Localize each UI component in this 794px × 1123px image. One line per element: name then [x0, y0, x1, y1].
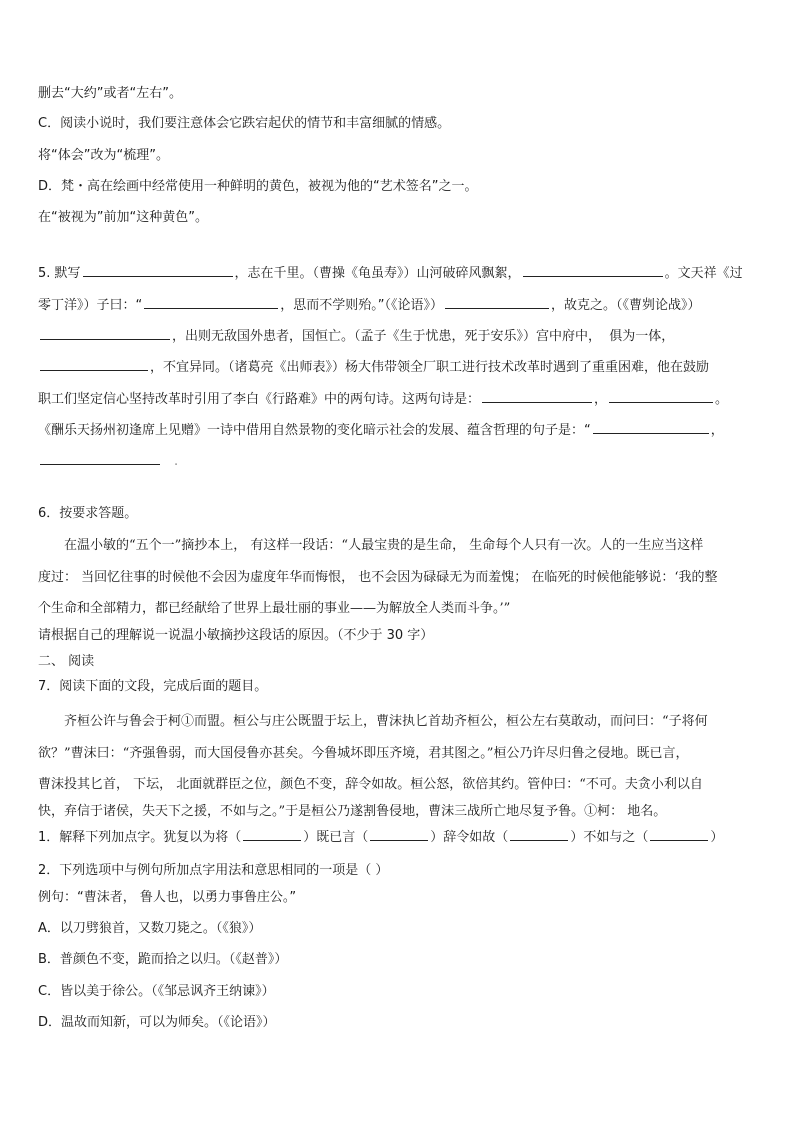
q7-text: ）既已言（ — [303, 830, 369, 845]
answer-blank[interactable] — [40, 325, 170, 340]
q4-option-c: C．阅读小说时，我们要注意体会它跌宕起伏的情节和丰富细腻的情感。 — [38, 116, 451, 131]
answer-blank[interactable] — [609, 388, 713, 403]
q4-d-note: 在“被视为”前加“这种黄色”。 — [38, 210, 208, 225]
q7-passage-line-2: 欲？”曹沫曰：“齐强鲁弱，而大国侵鲁亦甚矣。今鲁城坏即压齐境，君其图之。”桓公乃许尽归鲁之侵地。既已言， — [38, 746, 689, 761]
q5-text: ，不宜异同。（诸葛亮《出师表》）杨大伟带领全厂职工进行技术改革时遇到了重重困难，他在鼓励 — [150, 360, 710, 375]
q7-text: ）辞令如故（ — [430, 830, 509, 845]
q4-a-note: 删去“大约”或者“左右”。 — [38, 86, 182, 101]
q5-line-3 — [38, 325, 760, 347]
answer-blank[interactable] — [482, 388, 592, 403]
answer-blank[interactable] — [523, 262, 663, 277]
q7-passage-line-4: 快，弃信于诸侯，失天下之援，不如与之。”于是桓公乃遂割鲁侵地，曹沫三战所亡地尽复予鲁。①柯： 地名。 — [38, 804, 667, 819]
q5-number: 5. 默写 — [38, 266, 81, 281]
q5-text: ，出则无敌国外患者，国恒亡。（孟子《生于忧患，死于安乐》）宫中府中， 俱为一体， — [172, 329, 675, 344]
q6-title: 6．按要求答题。 — [38, 506, 138, 521]
q4-option-d: D．梵・高在绘画中经常使用一种鲜明的黄色，被视为他的“艺术签名”之一。 — [38, 179, 478, 194]
q6-quote-line-3: 个生命和全部精力，都已经献给了世界上最壮丽的事业——为解放全人类而斗争。’” — [38, 601, 511, 616]
q5-text: ，故克之。（《曹刿论战》） — [551, 298, 701, 313]
q7-title: 7．阅读下面的文段，完成后面的题目。 — [38, 679, 268, 694]
q7-option-d[interactable]: D．温故而知新，可以为师矣。（《论语》） — [38, 1015, 276, 1030]
q5-line-1 — [38, 262, 760, 284]
q7-example: 例句：“曹沫者， 鲁人也，以勇力事鲁庄公。” — [38, 890, 297, 905]
q5-text: 《酬乐天扬州初逢席上见赠》一诗中借用自然景物的变化暗示社会的发展、蕴含哲理的句子是：“ — [38, 423, 591, 438]
answer-blank[interactable] — [650, 826, 708, 841]
q5-text: ，志在千里。（曹操《龟虽寿》）山河破碎风飘絮， — [234, 266, 521, 281]
q5-line-7 — [38, 450, 760, 472]
q7-text: ）不如与之（ — [570, 830, 649, 845]
q5-line-4 — [38, 356, 760, 378]
q6-requirement: 请根据自己的理解说一说温小敏摘抄这段话的原因。（不少于 30 字） — [38, 628, 434, 643]
q7-text: ） — [710, 830, 724, 845]
q4-c-note: 将“体会”改为“梳理”。 — [38, 148, 169, 163]
q5-text: ， — [710, 423, 724, 438]
q7-passage-line-3: 曹沫投其匕首， 下坛， 北面就群臣之位，颜色不变，辞令如故。桓公怒，欲倍其约。管仲曰：“不可。夫贪小利以自 — [38, 777, 703, 792]
q7-option-a[interactable]: A．以刀劈狼首，又数刀毙之。（《狼》） — [38, 921, 262, 936]
q5-text: ，思而不学则殆。”（《论语》） — [280, 298, 443, 313]
answer-blank[interactable] — [40, 356, 148, 371]
answer-blank[interactable] — [370, 826, 428, 841]
answer-blank[interactable] — [593, 419, 709, 434]
q7-text: 1．解释下列加点字。犹复以为将（ — [38, 830, 242, 845]
answer-blank[interactable] — [445, 294, 549, 309]
q5-text: 。 — [715, 392, 729, 407]
q5-line-2 — [38, 294, 760, 316]
q7-option-c[interactable]: C．皆以美于徐公。（《邹忌讽齐王纳谏》） — [38, 984, 275, 999]
answer-blank[interactable] — [83, 262, 233, 277]
q7-option-b[interactable]: B．普颜色不变，跪而拾之以归。（《赵普》） — [38, 952, 288, 967]
q5-text: 职工们坚定信心坚持改革时引用了李白《行路难》中的两句诗。这两句诗是： — [38, 392, 481, 407]
q5-line-6 — [38, 419, 760, 441]
q5-text: 零丁洋》）子曰：“ — [38, 298, 143, 313]
q5-text: ， — [594, 392, 608, 407]
q5-text: . — [174, 454, 179, 469]
answer-blank[interactable] — [510, 826, 568, 841]
section-title: 二、 阅读 — [38, 654, 95, 669]
answer-blank[interactable] — [144, 294, 278, 309]
q6-quote-line-2: 度过： 当回忆往事的时候他不会因为虚度年华而悔恨， 也不会因为碌碌无为而羞愧； 在临死的时候他能够说：‘我的整 — [38, 570, 718, 585]
q7-sub-1 — [38, 826, 760, 848]
q5-text: 。文天祥《过 — [664, 266, 743, 281]
q7-passage-line-1: 齐桓公许与鲁会于柯①而盟。桓公与庄公既盟于坛上，曹沫执匕首劫齐桓公，桓公左右莫敢动，而问曰：“子将何 — [64, 714, 708, 729]
q7-sub-2: 2．下列选项中与例句所加点字用法和意思相同的一项是（ ） — [38, 863, 389, 878]
answer-blank[interactable] — [243, 826, 301, 841]
answer-blank[interactable] — [40, 450, 160, 465]
q6-quote-line-1: 在温小敏的“五个一”摘抄本上， 有这样一段话：“人最宝贵的是生命， 生命每个人只有一次。人的一生应当这样 — [64, 538, 704, 553]
q5-line-5 — [38, 388, 760, 410]
